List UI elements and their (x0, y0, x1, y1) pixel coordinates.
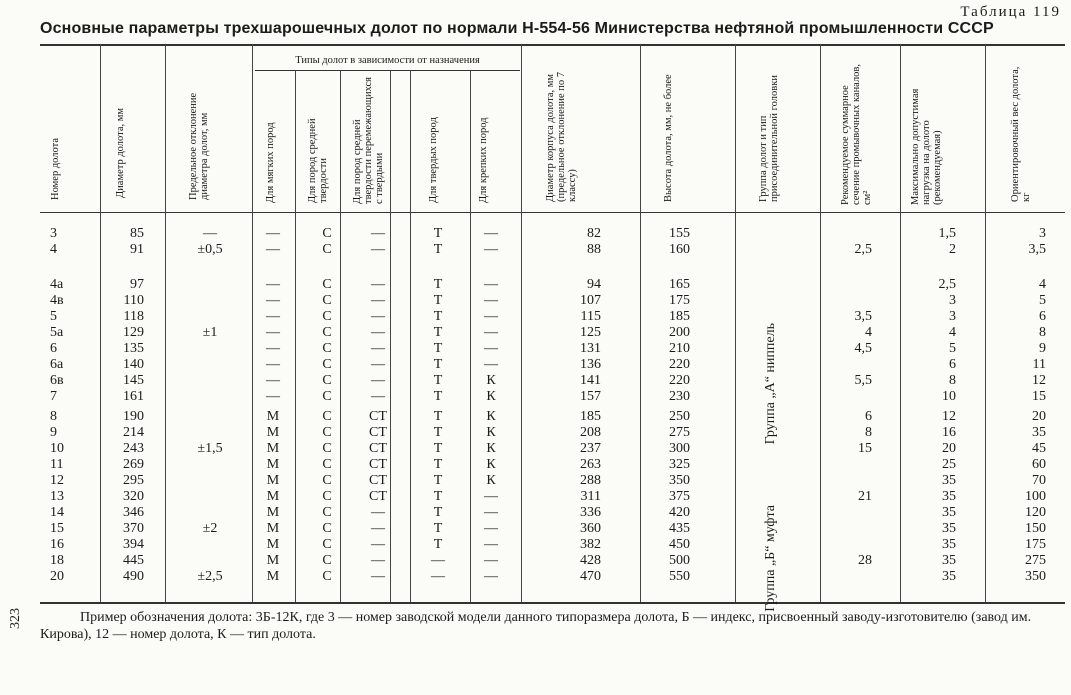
cell-w: 15 (1032, 389, 1046, 404)
cell-d: 145 (123, 373, 144, 388)
cell-m: — (266, 277, 280, 292)
cell-w: 120 (1025, 505, 1046, 520)
cell-m: — (266, 293, 280, 308)
cell-m: М (266, 521, 280, 536)
types-group-header: Типы долот в зависимости от назначения (295, 55, 480, 66)
cell-d: 91 (130, 242, 144, 257)
cell-w: 5 (1039, 293, 1046, 308)
cell-d: 140 (123, 357, 144, 372)
cell-n: 7 (50, 389, 57, 404)
cell-d: 394 (123, 537, 144, 552)
cell-st: — (371, 505, 385, 520)
cell-load: 10 (942, 389, 956, 404)
cell-d: 97 (130, 277, 144, 292)
cell-bd: 470 (580, 569, 601, 584)
cell-st: СТ (369, 409, 387, 424)
cell-load: 25 (942, 457, 956, 472)
cell-w: 20 (1032, 409, 1046, 424)
cell-st: — (371, 389, 385, 404)
cell-s: С (322, 473, 332, 488)
column-divider (410, 70, 411, 602)
cell-load: 16 (942, 425, 956, 440)
cell-h: 250 (669, 409, 690, 424)
cell-h: 230 (669, 389, 690, 404)
cell-w: 6 (1039, 309, 1046, 324)
cell-s: С (322, 389, 332, 404)
cell-bd: 311 (580, 489, 601, 504)
header-soft: Для мягких пород (265, 122, 276, 203)
cell-h: 155 (669, 226, 690, 241)
header-height: Высота долота, мм, не более (663, 74, 674, 202)
cell-s: С (322, 373, 332, 388)
cell-sec: 8 (865, 425, 872, 440)
cell-bd: 382 (580, 537, 601, 552)
column-divider (735, 44, 736, 602)
cell-t: Т (433, 441, 443, 456)
footnote: Пример обозначения долота: 3Б-12К, где 3 — номер заводской модели данного типоразмера долота, Б — индекс, присвоенный заводу-изготовителю (завод им. Кирова), 12 — номер долота, К — тип долота. (40, 610, 1032, 642)
header-section: Рекомендуемое суммарное сечение промывочных каналов, см² (840, 63, 873, 205)
cell-h: 175 (669, 293, 690, 308)
cell-t: — (431, 553, 445, 568)
cell-load: 3 (949, 309, 956, 324)
cell-d: 269 (123, 457, 144, 472)
cell-m: М (266, 441, 280, 456)
cell-n: 11 (50, 457, 64, 472)
cell-st: — (371, 537, 385, 552)
column-divider (820, 44, 821, 602)
cell-load: 35 (942, 489, 956, 504)
cell-k: К (486, 409, 496, 424)
cell-w: 100 (1025, 489, 1046, 504)
cell-s: С (322, 457, 332, 472)
cell-bd: 360 (580, 521, 601, 536)
cell-bd: 94 (587, 277, 601, 292)
cell-s: С (322, 441, 332, 456)
cell-d: 320 (123, 489, 144, 504)
column-divider (165, 44, 166, 602)
cell-k: — (484, 341, 498, 356)
column-divider (900, 44, 901, 602)
cell-h: 200 (669, 325, 690, 340)
cell-bd: 131 (580, 341, 601, 356)
cell-d: 445 (123, 553, 144, 568)
cell-t: Т (433, 242, 443, 257)
column-divider (390, 70, 391, 602)
cell-d: 214 (123, 425, 144, 440)
cell-st: — (371, 521, 385, 536)
cell-dev: ±0,5 (197, 242, 223, 257)
group-a-label: Группа „А“ ниппель (763, 323, 778, 445)
cell-t: Т (433, 425, 443, 440)
cell-bd: 428 (580, 553, 601, 568)
cell-st: — (371, 553, 385, 568)
header-load: Максимально допустимая нагрузка на долото (рекомендуемая) (910, 88, 943, 205)
cell-k: К (486, 441, 496, 456)
header-body-diameter: Диаметр корпуса долота, мм (предельное отклонение по 7 классу) (545, 71, 578, 202)
cell-n: 4в (50, 293, 64, 308)
cell-t: Т (433, 389, 443, 404)
cell-s: С (322, 505, 332, 520)
cell-st: — (371, 293, 385, 308)
cell-h: 160 (669, 242, 690, 257)
cell-h: 500 (669, 553, 690, 568)
cell-n: 6 (50, 341, 57, 356)
header-rule (40, 212, 1065, 213)
cell-n: 16 (50, 537, 64, 552)
cell-d: 161 (123, 389, 144, 404)
cell-st: СТ (369, 473, 387, 488)
cell-m: М (266, 553, 280, 568)
cell-m: М (266, 569, 280, 584)
header-weight: Ориентировочный вес долота, кг (1010, 66, 1032, 202)
cell-h: 325 (669, 457, 690, 472)
cell-sec: 4 (865, 325, 872, 340)
cell-t: Т (433, 473, 443, 488)
column-divider (521, 44, 522, 602)
cell-st: — (371, 309, 385, 324)
cell-sec: 5,5 (854, 373, 872, 388)
cell-st: — (371, 341, 385, 356)
cell-s: С (322, 537, 332, 552)
cell-dev: ±2 (202, 521, 218, 536)
cell-w: 3 (1039, 226, 1046, 241)
cell-s: С (322, 357, 332, 372)
cell-st: СТ (369, 441, 387, 456)
cell-w: 8 (1039, 325, 1046, 340)
cell-n: 18 (50, 553, 64, 568)
cell-k: К (486, 373, 496, 388)
cell-st: — (371, 373, 385, 388)
top-rule (40, 44, 1065, 46)
cell-h: 420 (669, 505, 690, 520)
cell-t: Т (433, 457, 443, 472)
cell-s: С (322, 341, 332, 356)
cell-bd: 185 (580, 409, 601, 424)
cell-h: 220 (669, 373, 690, 388)
cell-n: 12 (50, 473, 64, 488)
cell-st: СТ (369, 457, 387, 472)
cell-t: Т (433, 357, 443, 372)
cell-h: 435 (669, 521, 690, 536)
cell-n: 14 (50, 505, 64, 520)
cell-t: Т (433, 341, 443, 356)
cell-m: М (266, 425, 280, 440)
cell-h: 165 (669, 277, 690, 292)
cell-t: — (431, 569, 445, 584)
cell-k: — (484, 357, 498, 372)
cell-s: С (322, 325, 332, 340)
cell-bd: 82 (587, 226, 601, 241)
header-hard: Для твердых пород (428, 117, 439, 203)
cell-t: Т (433, 226, 443, 241)
cell-load: 5 (949, 341, 956, 356)
cell-w: 9 (1039, 341, 1046, 356)
cell-d: 370 (123, 521, 144, 536)
column-divider (100, 44, 101, 602)
cell-st: — (371, 325, 385, 340)
cell-st: — (371, 242, 385, 257)
cell-d: 129 (123, 325, 144, 340)
cell-sec: 15 (858, 441, 872, 456)
cell-h: 185 (669, 309, 690, 324)
cell-k: — (484, 569, 498, 584)
cell-m: М (266, 457, 280, 472)
cell-h: 220 (669, 357, 690, 372)
cell-s: С (322, 553, 332, 568)
cell-k: К (486, 457, 496, 472)
cell-h: 375 (669, 489, 690, 504)
cell-n: 20 (50, 569, 64, 584)
cell-bd: 237 (580, 441, 601, 456)
cell-h: 350 (669, 473, 690, 488)
bottom-rule (40, 602, 1065, 604)
cell-m: М (266, 409, 280, 424)
cell-k: — (484, 553, 498, 568)
cell-bd: 141 (580, 373, 601, 388)
cell-d: 110 (123, 293, 144, 308)
cell-load: 1,5 (938, 226, 956, 241)
cell-bd: 115 (580, 309, 601, 324)
cell-load: 2,5 (938, 277, 956, 292)
cell-t: Т (433, 293, 443, 308)
cell-load: 3 (949, 293, 956, 308)
cell-load: 35 (942, 473, 956, 488)
cell-k: — (484, 537, 498, 552)
cell-d: 346 (123, 505, 144, 520)
cell-w: 12 (1032, 373, 1046, 388)
cell-w: 70 (1032, 473, 1046, 488)
cell-s: С (322, 242, 332, 257)
cell-n: 3 (50, 226, 57, 241)
cell-s: С (322, 425, 332, 440)
cell-load: 12 (942, 409, 956, 424)
cell-k: — (484, 505, 498, 520)
cell-k: — (484, 309, 498, 324)
cell-bd: 208 (580, 425, 601, 440)
cell-m: — (266, 309, 280, 324)
cell-n: 13 (50, 489, 64, 504)
cell-load: 6 (949, 357, 956, 372)
cell-n: 6в (50, 373, 64, 388)
cell-sec: 4,5 (854, 341, 872, 356)
cell-sec: 6 (865, 409, 872, 424)
cell-dev: ±1,5 (197, 441, 223, 456)
cell-s: С (322, 521, 332, 536)
cell-h: 210 (669, 341, 690, 356)
column-divider (985, 44, 986, 602)
cell-load: 35 (942, 505, 956, 520)
cell-s: С (322, 309, 332, 324)
cell-n: 6а (50, 357, 64, 372)
cell-m: — (266, 242, 280, 257)
cell-w: 45 (1032, 441, 1046, 456)
cell-d: 85 (130, 226, 144, 241)
cell-st: — (371, 357, 385, 372)
cell-d: 490 (123, 569, 144, 584)
cell-sec: 28 (858, 553, 872, 568)
cell-sec: 3,5 (854, 309, 872, 324)
cell-bd: 125 (580, 325, 601, 340)
cell-h: 550 (669, 569, 690, 584)
cell-s: С (322, 293, 332, 308)
header-connection: Группа долот и тип присоединительной головки (758, 75, 780, 202)
cell-t: Т (433, 325, 443, 340)
cell-dev: ±2,5 (197, 569, 223, 584)
cell-d: 190 (123, 409, 144, 424)
cell-s: С (322, 569, 332, 584)
cell-t: Т (433, 373, 443, 388)
cell-w: 275 (1025, 553, 1046, 568)
cell-m: — (266, 226, 280, 241)
cell-bd: 263 (580, 457, 601, 472)
cell-st: СТ (369, 425, 387, 440)
cell-m: М (266, 473, 280, 488)
cell-n: 8 (50, 409, 57, 424)
cell-load: 35 (942, 569, 956, 584)
cell-bd: 88 (587, 242, 601, 257)
cell-m: М (266, 505, 280, 520)
cell-n: 10 (50, 441, 64, 456)
cell-n: 4 (50, 242, 57, 257)
header-diameter: Диаметр долота, мм (115, 107, 126, 198)
cell-t: Т (433, 505, 443, 520)
cell-sec: 21 (858, 489, 872, 504)
table-title: Основные параметры трехшарошечных долот по нормали Н-554-56 Министерства нефтяной промышленности СССР (40, 20, 994, 37)
header-deviation: Предельное отклонение диаметра долот, мм (188, 92, 210, 200)
cell-k: К (486, 473, 496, 488)
cell-load: 20 (942, 441, 956, 456)
column-divider (295, 70, 296, 602)
header-number: Номер долота (50, 138, 61, 200)
cell-load: 35 (942, 521, 956, 536)
cell-m: — (266, 357, 280, 372)
cell-d: 243 (123, 441, 144, 456)
cell-d: 135 (123, 341, 144, 356)
cell-d: 295 (123, 473, 144, 488)
cell-k: — (484, 325, 498, 340)
cell-k: — (484, 226, 498, 241)
cell-k: К (486, 389, 496, 404)
cell-t: Т (433, 521, 443, 536)
cell-n: 5 (50, 309, 57, 324)
cell-load: 35 (942, 537, 956, 552)
cell-m: — (266, 389, 280, 404)
cell-st: — (371, 569, 385, 584)
cell-bd: 288 (580, 473, 601, 488)
cell-m: — (266, 373, 280, 388)
cell-load: 8 (949, 373, 956, 388)
cell-k: — (484, 489, 498, 504)
cell-t: Т (433, 277, 443, 292)
cell-h: 300 (669, 441, 690, 456)
cell-k: К (486, 425, 496, 440)
header-medium: Для пород средней твердости (307, 118, 329, 203)
column-divider (640, 44, 641, 602)
cell-s: С (322, 226, 332, 241)
cell-m: М (266, 489, 280, 504)
cell-w: 350 (1025, 569, 1046, 584)
cell-w: 3,5 (1028, 242, 1046, 257)
cell-n: 15 (50, 521, 64, 536)
cell-k: — (484, 293, 498, 308)
cell-load: 2 (949, 242, 956, 257)
header-strong: Для крепких пород (478, 117, 489, 203)
cell-n: 9 (50, 425, 57, 440)
cell-h: 275 (669, 425, 690, 440)
cell-bd: 336 (580, 505, 601, 520)
cell-load: 35 (942, 553, 956, 568)
column-divider (470, 70, 471, 602)
cell-w: 175 (1025, 537, 1046, 552)
cell-k: — (484, 242, 498, 257)
cell-dev: ±1 (202, 325, 218, 340)
cell-k: — (484, 521, 498, 536)
cell-k: — (484, 277, 498, 292)
column-divider (252, 44, 253, 602)
header-medium-hard: Для пород средней твердости перемежающихся с твердыми (352, 77, 385, 204)
table-number: Таблица 119 (960, 4, 1061, 20)
cell-w: 11 (1032, 357, 1046, 372)
cell-w: 60 (1032, 457, 1046, 472)
cell-h: 450 (669, 537, 690, 552)
column-divider (340, 70, 341, 602)
cell-bd: 157 (580, 389, 601, 404)
cell-w: 4 (1039, 277, 1046, 292)
cell-d: 118 (123, 309, 144, 324)
cell-st: — (371, 226, 385, 241)
cell-n: 5а (50, 325, 64, 340)
cell-s: С (322, 277, 332, 292)
cell-s: С (322, 489, 332, 504)
cell-dev: — (203, 226, 217, 241)
cell-bd: 136 (580, 357, 601, 372)
cell-w: 150 (1025, 521, 1046, 536)
cell-st: СТ (369, 489, 387, 504)
cell-s: С (322, 409, 332, 424)
page-number: 323 (8, 608, 23, 629)
cell-t: Т (433, 409, 443, 424)
cell-load: 4 (949, 325, 956, 340)
cell-sec: 2,5 (854, 242, 872, 257)
cell-st: — (371, 277, 385, 292)
cell-t: Т (433, 489, 443, 504)
cell-n: 4а (50, 277, 64, 292)
cell-m: — (266, 325, 280, 340)
group-b-label: Группа „Б“ муфта (763, 505, 778, 612)
cell-t: Т (433, 309, 443, 324)
cell-m: — (266, 341, 280, 356)
cell-m: М (266, 537, 280, 552)
cell-w: 35 (1032, 425, 1046, 440)
cell-t: Т (433, 537, 443, 552)
cell-bd: 107 (580, 293, 601, 308)
